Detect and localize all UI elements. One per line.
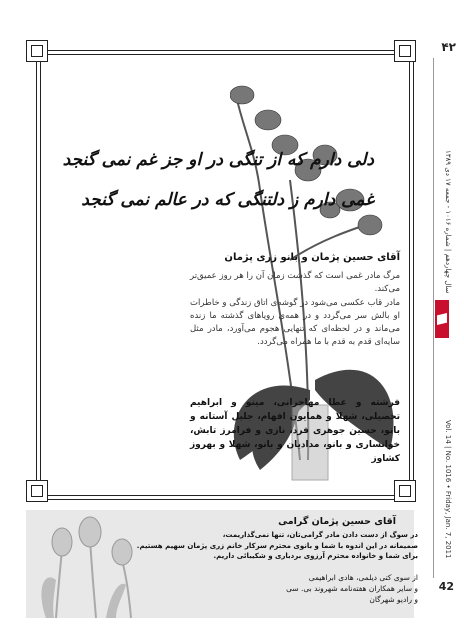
- condolence-senders: فرشته و عطا مهاجرانی، مینو و ابراهیم تحصیلی، شهلا و همایون افهام، جلیل آستانه و بانو، حسین جوهری فرد، نازی و فرامرز تابش، خوانساری و بانو، مدادیان و بانو، شهلا و بهروز کشاوز: [190, 398, 400, 464]
- bottom-line-3: برای شما و خانواده محترم آرزوی بردباری و شکیبائی داریم.: [213, 552, 418, 560]
- page-number-top: ۴۲: [441, 40, 456, 54]
- bottom-line-2: صمیمانه در این اندوه با شما و بانوی محترم سرکار خانم زری پژمان سهیم هستیم.: [136, 541, 418, 550]
- bottom-notice-signoff: [286, 572, 418, 605]
- frame-corner-ornament: [26, 40, 48, 62]
- condolence-paragraph-2: مادر قاب عکسی می‌شود در گوشه‌ی اتاق زندگی و خاطرات او بالش سر می‌گردد و در همه‌ی رویاهای گذشته ما زنده می‌ماند و در لحظه‌ای که تنهایی هجوم می‌آورد، مادر مثل سایه‌ای قدم به قدم با ما همراه می‌گردد.: [190, 298, 400, 347]
- signoff-line-2: و سایر همکاران هفته‌نامه شهروند بی. سی: [286, 584, 418, 593]
- bottom-notice-title: آقای حسین پژمان گرامی: [278, 516, 396, 527]
- bottom-line-1: در سوگ از دست دادن مادر گرامی‌تان، تنها نمی‌گذاریمت،: [222, 531, 418, 539]
- publication-logo: [435, 300, 449, 338]
- flag-icon: [437, 313, 447, 325]
- condolence-title: آقای حسین پژمان و بانو زری پژمان: [224, 252, 400, 263]
- tulips-photo: [26, 510, 166, 618]
- frame-corner-ornament: [26, 480, 48, 502]
- signoff-line-3: و رادیو شهرگان: [369, 595, 418, 604]
- frame-corner-ornament: [394, 40, 416, 62]
- issue-info-en: Vol. 14 | No. 1016 • Friday, Jan. 7, 2011: [444, 420, 452, 559]
- condolence-body: [190, 270, 400, 350]
- poem-line-2: غمی دارم ز دلتنگی که در عالم نمی گنجد: [81, 190, 374, 210]
- signoff-line-1: از سوی کتی دیلمی، هادی ابراهیمی: [308, 573, 418, 582]
- condolence-paragraph-1: مرگ مادر غمی است که گذشت زمان آن را هر روز عمیق‌تر می‌کند.: [190, 271, 400, 294]
- margin-divider: [433, 58, 434, 578]
- poem-line-1: دلی دارم که از تنگی در او جز غم نمی گنجد: [62, 150, 374, 170]
- issue-info-fa: سال چهاردهم | شماره ۱۰۱۶ - جمعه ۱۷ دی ۱۳۸۹: [444, 150, 452, 294]
- page-number-bottom: 42: [438, 580, 454, 593]
- bottom-notice-body: [118, 530, 418, 562]
